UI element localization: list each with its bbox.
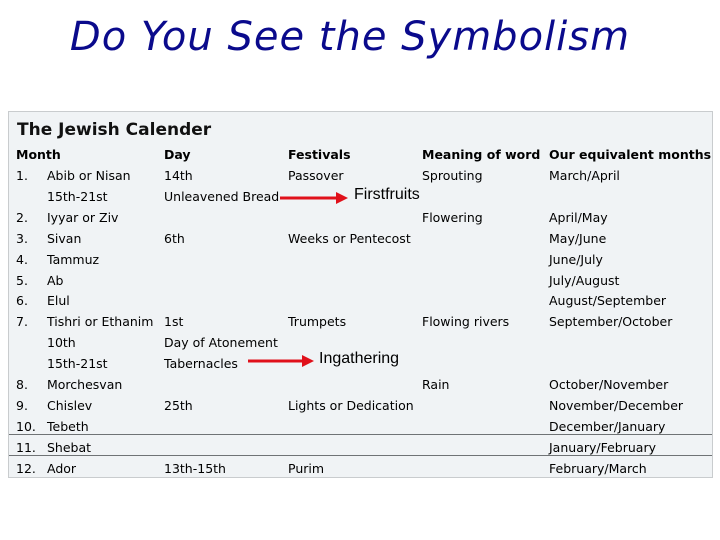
table-cell-meaning: Flowering [422,210,483,225]
table-cell-equivalent: February/March [549,461,647,476]
table-cell-equivalent: October/November [549,377,669,392]
table-cell-num: 5. [16,273,28,288]
table-cell-festival: Purim [288,461,325,476]
table-cell-day: 6th [164,231,185,246]
table-cell-day: 13th-15th [164,461,226,476]
table-cell-equivalent: January/February [549,440,656,455]
table-cell-equivalent: September/October [549,314,673,329]
row-divider [9,455,712,456]
table-cell-num: 4. [16,252,28,267]
table-heading: The Jewish Calender [17,120,212,140]
table-cell-meaning: Sprouting [422,168,483,183]
table-cell-num: 8. [16,377,28,392]
column-header-day: Day [164,147,191,162]
table-cell-num: 1. [16,168,28,183]
table-cell-month: Chislev [47,398,93,413]
table-cell-festival: Trumpets [288,314,347,329]
table-cell-month: Morchesvan [47,377,123,392]
table-cell-month: Tishri or Ethanim [47,314,154,329]
table-cell-month: Abib or Nisan [47,168,131,183]
table-cell-num: 3. [16,231,28,246]
table-cell-equivalent: April/May [549,210,608,225]
table-cell-num: 7. [16,314,28,329]
table-cell-num: 12. [16,461,36,476]
column-header-meaning: Meaning of word [422,147,541,162]
red-arrow-icon [246,354,316,368]
table-cell-day: 14th [164,168,193,183]
column-header-month: Month [16,147,61,162]
table-cell-festival: Weeks or Pentecost [288,231,411,246]
annotation-firstfruits: Firstfruits [354,186,420,203]
table-cell-month: Iyyar or Ziv [47,210,119,225]
table-cell-meaning: Rain [422,377,450,392]
table-cell-month: 15th-21st [47,356,108,371]
table-cell-month: Elul [47,293,70,308]
table-cell-equivalent: March/April [549,168,620,183]
table-cell-num: 10. [16,419,36,434]
annotation-ingathering: Ingathering [319,350,400,367]
table-cell-num: 2. [16,210,28,225]
table-cell-month: 10th [47,335,76,350]
column-header-festivals: Festivals [288,147,351,162]
red-arrow-icon [278,191,350,205]
table-cell-equivalent: June/July [549,252,603,267]
table-cell-equivalent: August/September [549,293,667,308]
table-cell-equivalent: November/December [549,398,684,413]
row-divider [9,434,712,435]
table-cell-equivalent: December/January [549,419,666,434]
calendar-table [8,111,713,478]
table-cell-equivalent: July/August [549,273,620,288]
table-cell-month: Tebeth [47,419,89,434]
table-cell-month: Ab [47,273,64,288]
table-cell-num: 11. [16,440,36,455]
table-cell-day: Day of Atonement [164,335,278,350]
table-cell-festival: Passover [288,168,344,183]
table-cell-num: 9. [16,398,28,413]
table-cell-month: Tammuz [47,252,100,267]
slide-title: Do You See the Symbolism [69,14,631,60]
table-cell-festival: Lights or Dedication [288,398,414,413]
table-cell-day: 1st [164,314,184,329]
table-cell-month: 15th-21st [47,189,108,204]
table-cell-day: Unleavened Bread [164,189,280,204]
table-cell-equivalent: May/June [549,231,607,246]
column-header-equivalent: Our equivalent months [549,147,712,162]
table-cell-month: Sivan [47,231,82,246]
table-cell-num: 6. [16,293,28,308]
table-cell-month: Ador [47,461,77,476]
table-cell-day: Tabernacles [164,356,238,371]
table-cell-month: Shebat [47,440,92,455]
table-cell-day: 25th [164,398,193,413]
table-cell-meaning: Flowing rivers [422,314,510,329]
